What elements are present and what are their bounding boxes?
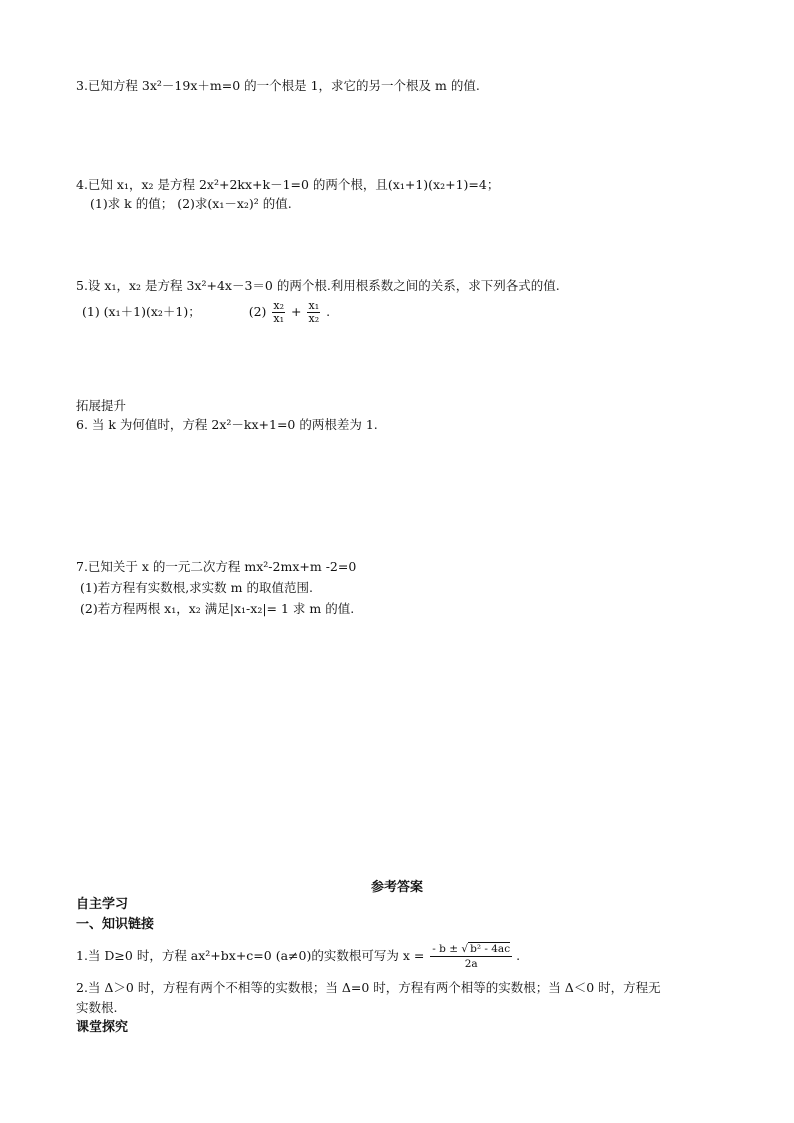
answer-1 [76,940,520,972]
answer-2-line-1: 2.当 Δ＞0 时，方程有两个不相等的实数根；当 Δ=0 时，方程有两个相等的实数根；当 Δ＜0 时，方程无 [76,980,661,995]
question-7-stem: 7.已知关于 x 的一元二次方程 mx²-2mx+m -2=0 [76,559,357,574]
fraction-denominator: x₁ [273,312,285,325]
fraction-x2-over-x1 [272,300,285,325]
question-7-part-2: (2)若方程两根 x₁，x₂ 满足|x₁-x₂|= 1 求 m 的值. [80,601,355,616]
question-4-stem: 4.已知 x₁，x₂ 是方程 2x²+2kx+k－1=0 的两个根，且(x₁+1)(x₂+1)=4； [76,177,500,192]
question-5-part-1: (1) (x₁＋1)(x₂＋1)； [82,304,201,319]
section-self-study: 自主学习 [76,897,129,912]
fraction-numerator: x₂ [273,299,285,312]
answer-2-line-2: 实数根. [76,1000,118,1015]
formula-minus-b: - b ± [432,943,459,955]
plus-sign: + [291,304,302,319]
question-7-part-1: (1)若方程有实数根,求实数 m 的取值范围. [80,580,313,595]
question-6: 6. 当 k 为何值时，方程 2x²－kx+1=0 的两根差为 1. [76,417,378,432]
formula-discriminant: b² - 4ac [470,943,511,955]
formula-numerator [430,942,512,957]
section-extend: 拓展提升 [76,398,127,413]
formula-denominator: 2a [464,958,478,970]
question-5-part-2 [249,299,330,325]
answer-1-text: 1.当 D≥0 时，方程 ax²+bx+c=0 (a≠0)的实数根可写为 x = [76,948,425,963]
question-4-parts: (1)求 k 的值； (2)求(x₁－x₂)² 的值. [90,196,292,211]
fraction-denominator: x₂ [308,312,320,325]
fraction-numerator: x₁ [308,299,320,312]
part-2-label: (2) [248,304,267,319]
answers-title: 参考答案 [370,880,423,895]
sqrt-icon: √ [461,943,469,955]
section-knowledge-link: 一、知识链接 [76,917,155,932]
section-class-explore: 课堂探究 [76,1020,129,1035]
period: . [516,948,521,963]
question-5-stem: 5.设 x₁，x₂ 是方程 3x²+4x－3＝0 的两个根.利用根系数之间的关系，求下列各式的值. [76,278,560,293]
question-3: 3.已知方程 3x²－19x＋m=0 的一个根是 1，求它的另一个根及 m 的值. [76,78,480,93]
fraction-x1-over-x2 [307,300,320,325]
period: . [326,304,331,319]
question-5-parts [82,299,330,325]
quadratic-formula [430,942,512,971]
